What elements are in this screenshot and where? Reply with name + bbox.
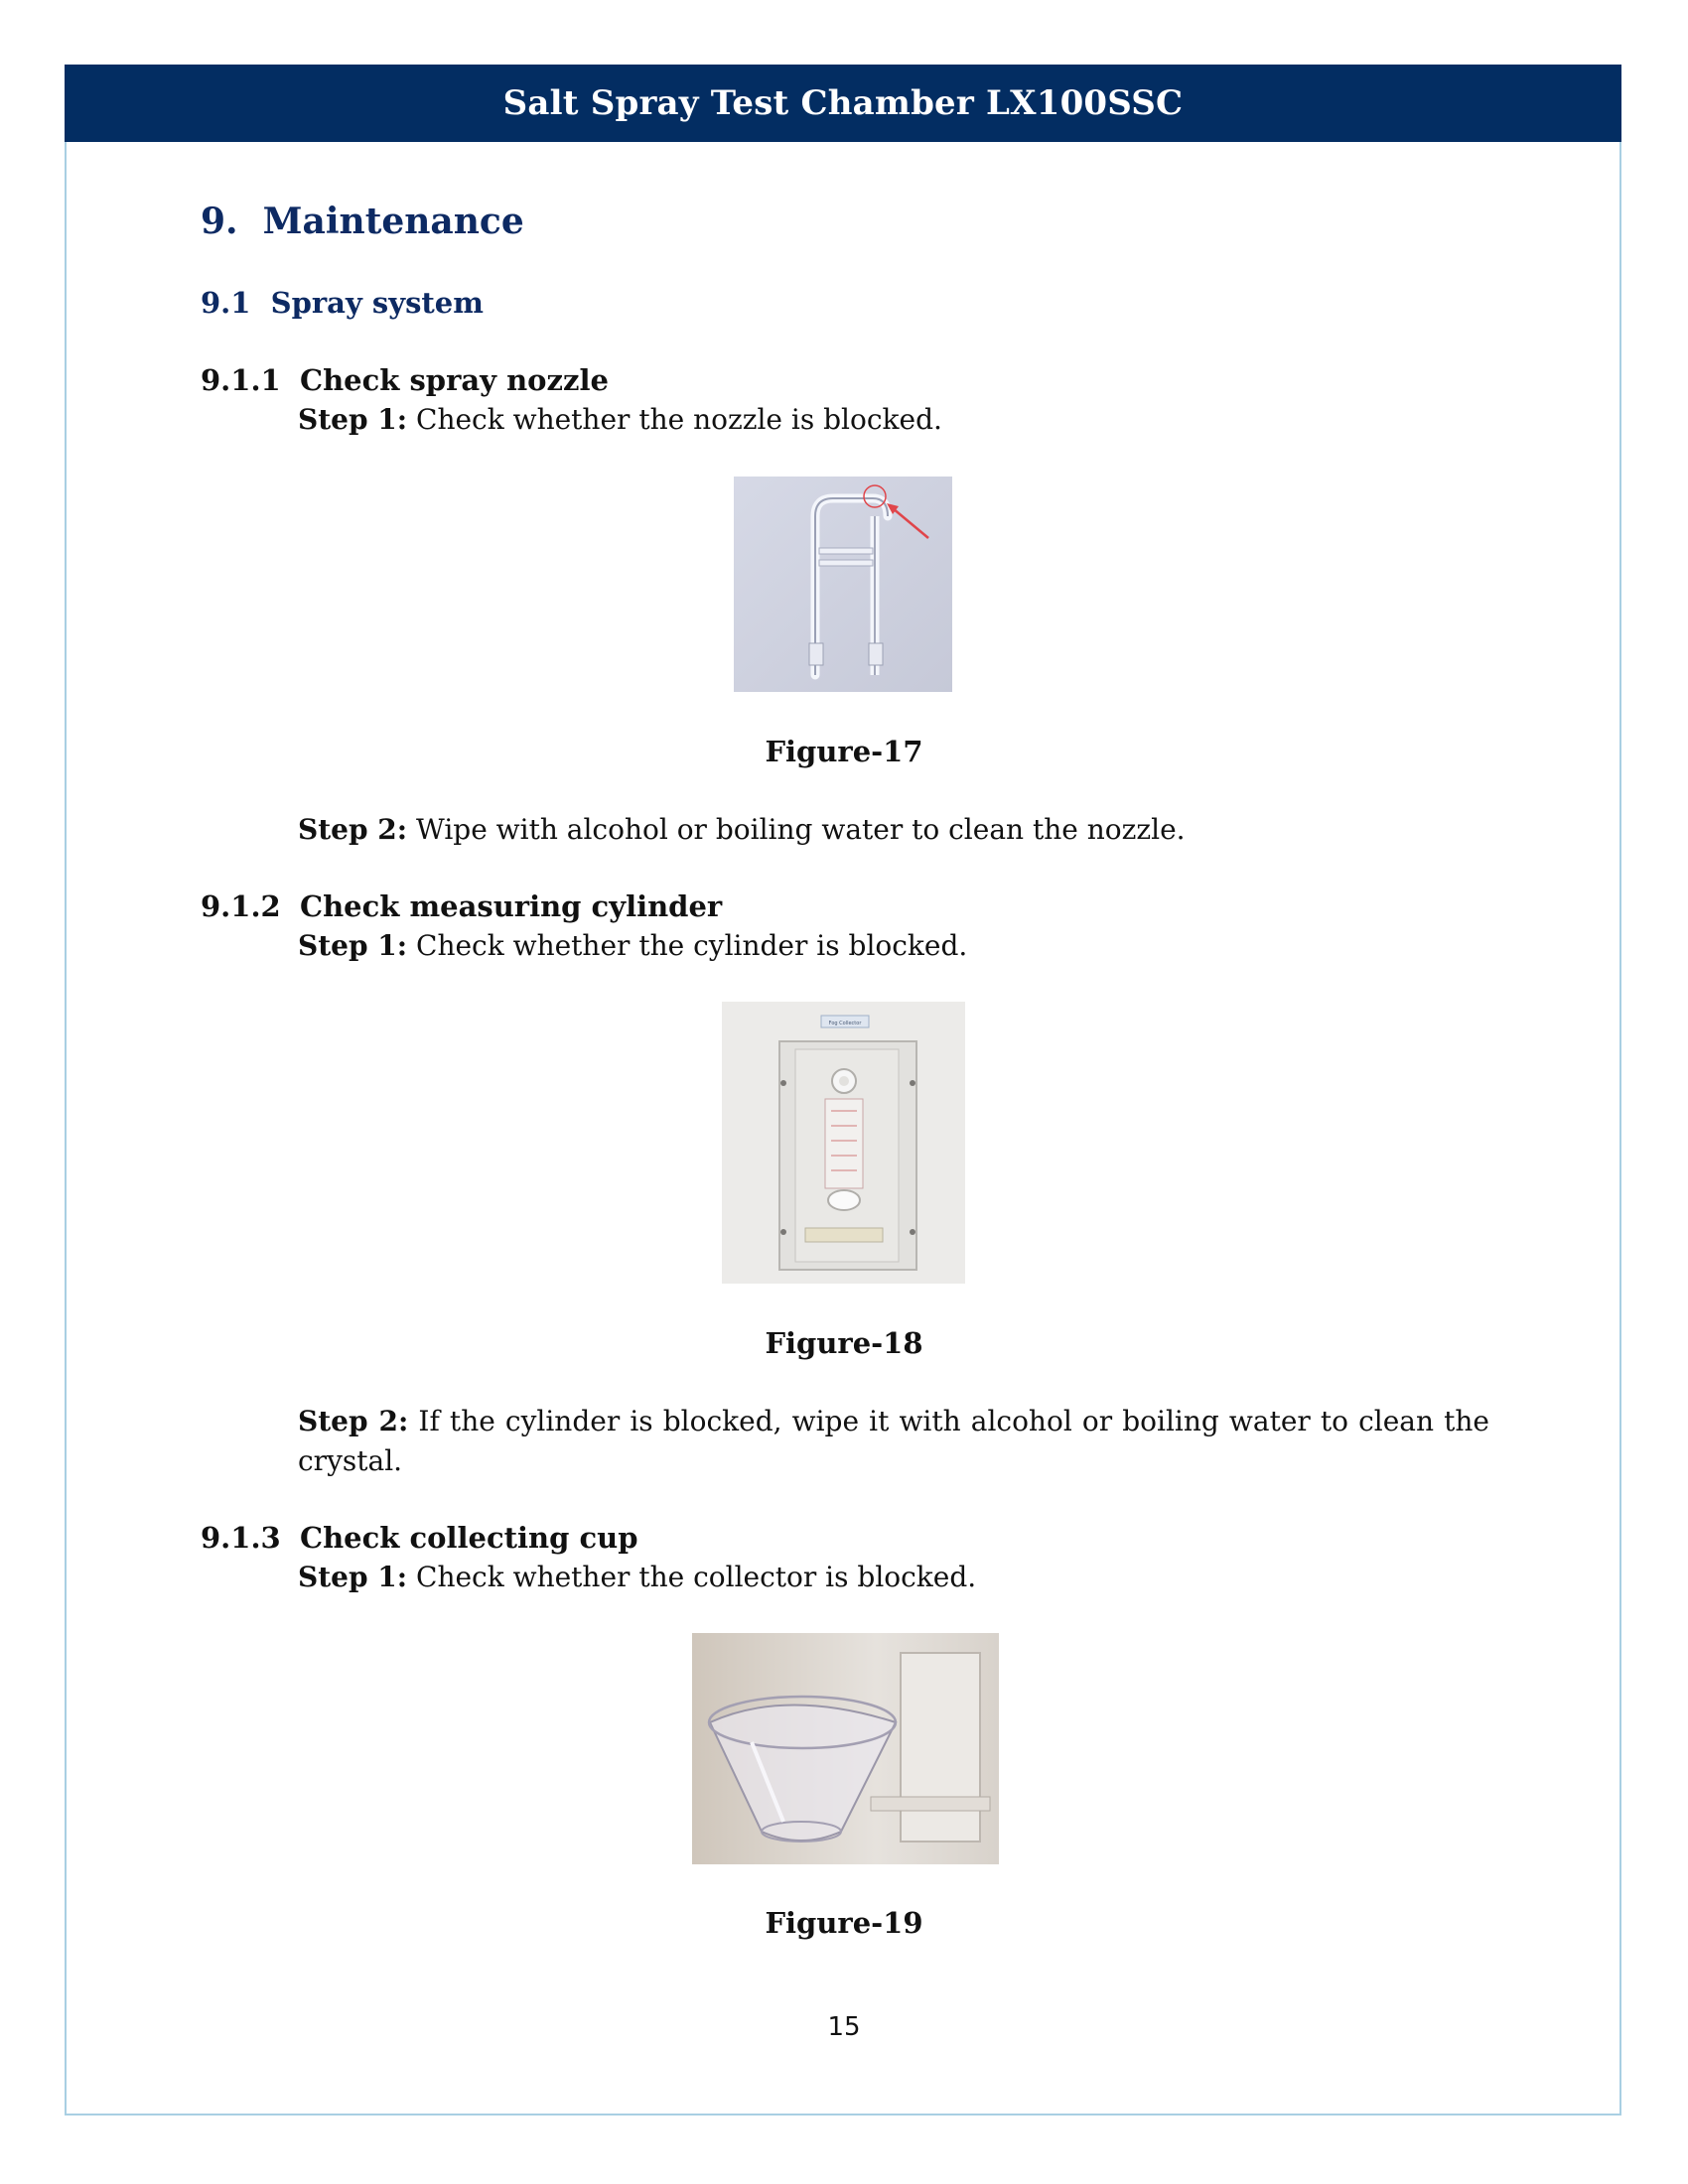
step-text: Check whether the cylinder is blocked. <box>407 929 968 962</box>
item-title: Check spray nozzle <box>300 363 609 397</box>
subsection-heading <box>201 286 484 320</box>
item-number: 9.1.3 <box>201 1521 281 1555</box>
step-line <box>298 1561 976 1593</box>
step-line <box>298 403 942 436</box>
item-heading-cylinder <box>201 889 722 923</box>
step-text: If the cylinder is blocked, wipe it with alcohol or boiling water to clean the crystal. <box>298 1405 1489 1477</box>
figure-caption: Figure-18 <box>765 1326 923 1360</box>
page-number: 15 <box>827 2012 861 2042</box>
item-heading-nozzle <box>201 363 609 397</box>
step-label: Step 2: <box>298 1405 409 1437</box>
figure-caption: Figure-19 <box>765 1906 923 1940</box>
step-label: Step 1: <box>298 403 408 436</box>
section-number: 9. <box>201 201 238 242</box>
subsection-title: Spray system <box>270 286 484 320</box>
section-title: Maintenance <box>262 201 524 242</box>
item-title: Check measuring cylinder <box>300 889 723 923</box>
step-text: Check whether the collector is blocked. <box>407 1561 977 1593</box>
subsection-number: 9.1 <box>201 286 251 320</box>
nozzle-photo <box>734 477 952 692</box>
step-label: Step 1: <box>298 929 408 962</box>
step-text: Check whether the nozzle is blocked. <box>407 403 942 436</box>
document-title: Salt Spray Test Chamber LX100SSC <box>502 83 1184 123</box>
photo-label-text: Fog Collector <box>828 1021 862 1026</box>
step-text: Wipe with alcohol or boiling water to clean the nozzle. <box>407 813 1186 846</box>
step-paragraph <box>298 1402 1489 1481</box>
header-bar <box>65 65 1621 142</box>
step-line <box>298 929 967 962</box>
collecting-cup-photo <box>692 1633 999 1864</box>
item-title: Check collecting cup <box>300 1521 638 1555</box>
step-label: Step 1: <box>298 1561 408 1593</box>
measuring-cylinder-photo <box>722 1002 965 1284</box>
section-heading <box>201 201 524 242</box>
item-heading-collecting-cup <box>201 1521 638 1555</box>
step-line <box>298 813 1186 846</box>
item-number: 9.1.1 <box>201 363 281 397</box>
step-label: Step 2: <box>298 813 408 846</box>
item-number: 9.1.2 <box>201 889 281 923</box>
figure-caption: Figure-17 <box>765 735 923 768</box>
